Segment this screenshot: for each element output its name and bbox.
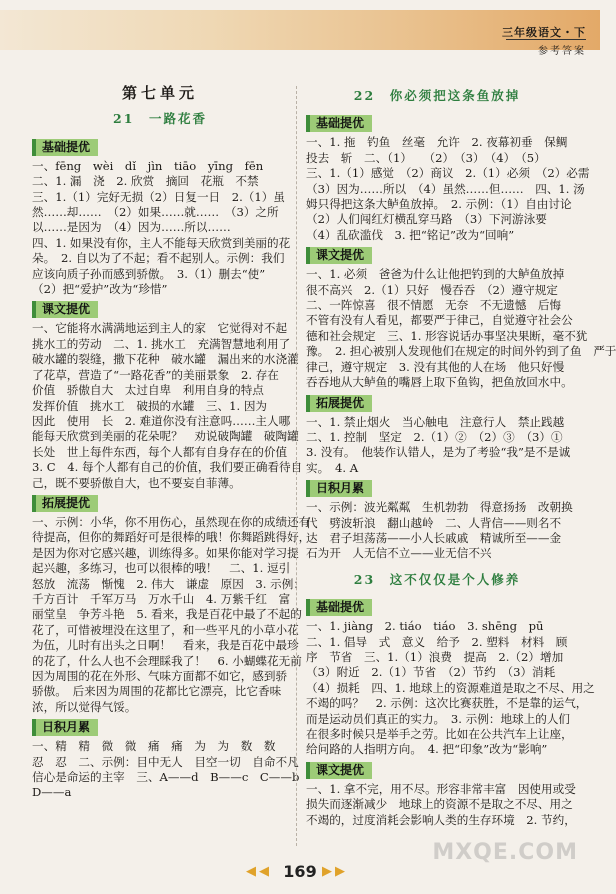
answer-line: 德和社会规定 三、1. 形容说话办事坚决果断，毫不犹 xyxy=(306,328,588,343)
watermark: MXQE.COM xyxy=(432,840,578,865)
answer-line: 然……却…… （2）如果……就…… （3）之所 xyxy=(32,205,279,220)
answer-line: 一、1. 必须 爸爸为什么让他把钓到的大鲈鱼放掉 xyxy=(306,267,565,282)
lesson-23-title: 23 这不仅仅是个人修养 xyxy=(353,571,521,587)
answer-line: 在很多时候只是举手之劳。比如在公共汽车上让座， xyxy=(306,727,573,741)
answer-line: （3）附近 2.（1）节省 （2）节约 （3）消耗 xyxy=(306,665,556,680)
answer-line: 3. C 4. 每个人都有自己的价值，我们要正确看待自 xyxy=(32,460,303,475)
answer-line: 应该向质子孙而感到骄傲。 3.（1）删去“使” xyxy=(32,266,266,281)
column-divider xyxy=(296,86,297,846)
lesson-23-sections xyxy=(306,595,595,828)
header-subtitle: 参考答案 xyxy=(538,46,586,57)
section-label: 基础提优 xyxy=(306,115,372,132)
answer-line: 代 劈波斩浪 翻山越岭 二、人背信——则名不 xyxy=(306,515,562,530)
answer-line: 千方百计 千军万马 万水千山 4. 万紫千红 富 xyxy=(32,591,291,606)
answer-line: （4）损耗 四、1. 地球上的资源难道是取之不尽、用之 xyxy=(306,680,595,695)
section-label: 日积月累 xyxy=(32,719,98,736)
page-header xyxy=(0,0,600,66)
answer-line: D——a xyxy=(32,785,72,800)
answer-line: 一、它能将水满满地运到主人的家 它觉得对不起 xyxy=(32,321,288,336)
answer-line: 一、示例：小华，你不用伤心，虽然现在你的成绩还有 xyxy=(32,514,311,529)
answer-line: 了花草，营造了“一路花香”的美丽景象 2. 存在 xyxy=(32,367,279,382)
answer-line: 序 节省 三、1.（1）浪费 提高 2.（2）增加 xyxy=(306,649,564,664)
answer-line: 发挥价值 挑水工 破损的水罐 三、1. 因为 xyxy=(32,398,268,413)
lesson-22-title: 22 你必须把这条鱼放掉 xyxy=(353,88,521,103)
section-label: 日积月累 xyxy=(306,480,372,497)
answer-line: 不竭的吗？ 2. 示例：这次比赛获胜，不是靠的运气， xyxy=(306,696,588,711)
answer-line: 信心是命运的主宰 三、A——d B——c C——b xyxy=(32,770,300,785)
section-label: 基础提优 xyxy=(32,139,98,156)
answer-line: 一、1. 禁止烟火 当心触电 注意行人 禁止践越 xyxy=(306,414,565,429)
section-label: 基础提优 xyxy=(306,599,372,616)
answer-line: 一、1. 拿不完，用不尽。形容非常丰富 因使用或受 xyxy=(306,781,576,796)
answer-line: 丽堂皇 争芳斗艳 5. 看来，我是百花中最了不起的 xyxy=(32,607,302,622)
arrow-left-icon: ◀ xyxy=(246,864,256,879)
answer-line: 是因为你对它感兴趣，训练得多。如果你能对学习提 xyxy=(32,545,299,560)
answer-line: 起兴趣，多练习，也可以很棒的哦！ 二、1. 逗引 xyxy=(32,561,291,576)
answer-line: 实。 4. A xyxy=(306,460,359,475)
answer-line: 一、示例：波光粼粼 生机勃勃 得意扬扬 改朝换 xyxy=(306,500,573,515)
arrow-right-icon: ▶ xyxy=(335,864,345,879)
answer-line: 石为开 人无信不立——业无信不兴 xyxy=(306,546,492,561)
answer-line: 怒放 流荡 惭愧 2. 伟大 谦虚 原因 3. 示例： xyxy=(32,576,305,591)
lesson-21-title: 21 一路花香 xyxy=(113,111,207,127)
answer-line: 二、1. 倡导 式 意义 给予 2. 塑料 材料 顾 xyxy=(306,634,568,649)
answer-line: 四、1. 如果没有你，主人不能每天欣赏到美丽的花 xyxy=(32,235,291,250)
answer-line: 三、1.（1）感觉 （2）商议 2.（1）必须 （2）必需 xyxy=(306,166,590,181)
answer-line: 骄傲。 后来因为周围的花都比它漂亮，比它香味 xyxy=(32,684,282,699)
answer-line: 为伍，儿时有出头之日啊！ 看来，我是百花中最珍 xyxy=(32,638,299,653)
answer-line: 挑水工的劳动 二、1. 挑水工 充满智慧地利用了 xyxy=(32,336,291,351)
answer-line: 一、fēng wèi dǐ jìn tiāo yīng fēn xyxy=(32,158,264,173)
header-rule xyxy=(506,39,586,40)
answer-line: 破水罐的裂缝，撒下花种 破水罐 漏出来的水浇灌 xyxy=(32,352,299,367)
answer-line: 二、1. 控制 坚定 2.（1）② （2）③ （3）① xyxy=(306,429,563,444)
answer-line: 达 君子坦荡荡——小人长戚戚 精诚所至——金 xyxy=(306,530,562,545)
answer-line: 因为周围的花在外形、气味方面都不如它，感到骄 xyxy=(32,669,288,683)
answer-line: 三、1.（1）完好无损（2）日复一日 2.（1）虽 xyxy=(32,189,285,204)
answer-line: 二、一阵惊喜 很不情愿 无奈 不无遗憾 后悔 xyxy=(306,298,562,313)
arrow-left-icon: ◀ xyxy=(259,864,269,879)
answer-line: 投去 斩 二、（1） （2） （3） （4） （5） xyxy=(306,150,546,165)
answer-line: （4）乱砍滥伐 3. 把“铭记”改为“回响” xyxy=(306,227,515,242)
section-label: 课文提优 xyxy=(306,247,372,264)
answer-line: 很不高兴 2.（1）只好 慢吞吞 （2）遵守规定 xyxy=(306,282,558,297)
answer-line: 以……是因为 （4）因为……所以…… xyxy=(32,220,231,235)
answer-line: 长处 世上每件东西，每个人都有自身存在的价值 xyxy=(32,444,288,459)
answer-line: 3. 没有。 他装作认错人，是为了考验“我”是不是诚 xyxy=(306,445,571,460)
answer-line: 朵。 2. 自以为了不起；看不起别人。示例：我们 xyxy=(32,251,285,266)
answer-line: 一、1. jiàng 2. tiáo tiáo 3. shēng pū xyxy=(306,619,544,634)
answer-line: 吞吞地从大鲈鱼的嘴唇上取下鱼钩，把鱼放回水中。 xyxy=(306,375,573,390)
lesson-22-sections xyxy=(306,111,616,561)
left-sections xyxy=(32,135,311,801)
answer-line: （2）人们闯红灯横乱穿马路 （3）下河游泳要 xyxy=(306,212,547,227)
answer-line: 豫。 2. 担心被别人发现他们在规定的时间外钓到了鱼 严于 xyxy=(306,344,616,359)
answer-line: 待提高，但你的舞蹈好可是很棒的哦！你舞蹈跳得好， xyxy=(32,530,311,545)
answer-line: 的花了，什么人也不会理睬我了！ 6. 小蝴蝶花无前 xyxy=(32,653,302,668)
answer-line: 一、精 精 微 微 痛 痛 为 为 数 数 xyxy=(32,739,276,754)
answer-line: 二、1. 漏 浇 2. 欣赏 摘回 花瓶 不禁 xyxy=(32,174,259,189)
section-label: 课文提优 xyxy=(306,762,372,779)
answer-line: 己，既不要骄傲自大，也不要妄自菲薄。 xyxy=(32,475,241,490)
answer-line: 花了，可惜被埋没在这里了，和一些平凡的小草小花 xyxy=(32,622,299,637)
answer-line: 浓，所以觉得气馁。 xyxy=(32,699,137,714)
header-title: 三年级语文・下 xyxy=(502,26,586,39)
answer-line: 忍 忍 二、示例：目中无人 目空一切 自命不凡 xyxy=(32,754,299,769)
answer-line: 损失而逐渐减少 地球上的资源不是取之不尽、用之 xyxy=(306,797,573,812)
answer-line: 因此 使用 长 2. 难道你没有注意吗……主人哪 xyxy=(32,413,291,428)
answer-line: （3）因为……所以 （4）虽然……但…… 四、1. 汤 xyxy=(306,181,585,196)
section-label: 课文提优 xyxy=(32,301,98,318)
answer-line: 能每天欣赏到美丽的花朵呢？ 劝说破陶罐 破陶罐 xyxy=(32,429,299,444)
answer-line: 一、1. 拖 钓鱼 丝毫 允许 2. 夜幕初垂 保鲷 xyxy=(306,135,568,150)
arrow-right-icon: ▶ xyxy=(322,864,332,879)
right-column xyxy=(306,86,616,828)
page-number: 169 xyxy=(283,862,317,881)
answer-line: （2）把“爱护”改为“珍惜” xyxy=(32,282,168,297)
answer-line: 姆只得把这条大鲈鱼放掉。 2. 示例：（1）自由讨论 xyxy=(306,197,572,212)
answer-line: 不管有没有人看见，都要严于律己，自觉遵守社会公 xyxy=(306,313,573,328)
section-label: 拓展提优 xyxy=(32,495,98,512)
answer-line: 不竭的，过度消耗会影响人类的生存环境 2. 节约， xyxy=(306,812,576,827)
answer-line: 律己，遵守规定 3. 没有其他的人在场 他只好慢 xyxy=(306,359,565,374)
left-column xyxy=(32,84,311,801)
answer-line: 而是运动员们真正的实力。 3. 示例：地球上的人们 xyxy=(306,711,571,726)
unit-title: 第七单元 xyxy=(121,84,198,102)
answer-line: 给问路的人指明方向。 4. 把“印象”改为“影响” xyxy=(306,742,548,757)
section-label: 拓展提优 xyxy=(306,395,372,412)
answer-line: 价值 骄傲自大 太过自卑 利用自身的特点 xyxy=(32,383,264,398)
